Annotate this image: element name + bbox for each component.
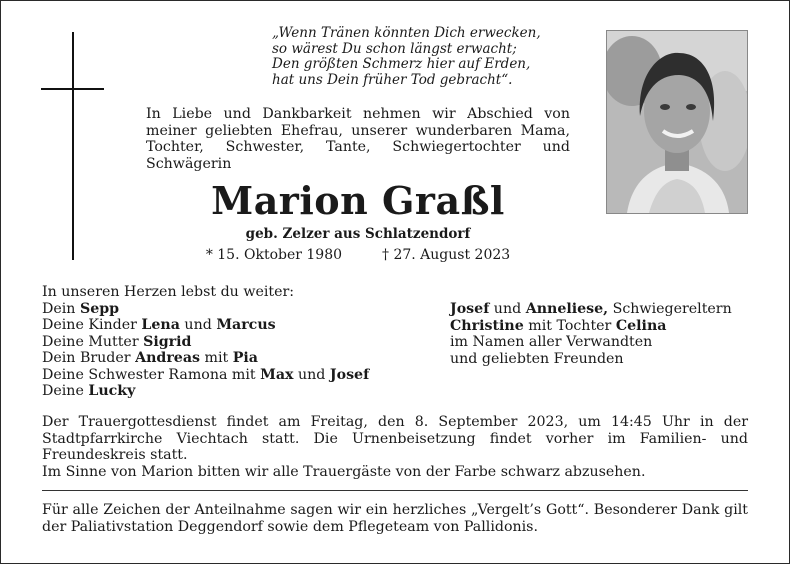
mourner-line: Dein Sepp xyxy=(42,300,120,317)
birth-name: geb. Zelzer aus Schlatzendorf xyxy=(245,226,471,242)
mourner-line: und geliebten Freunden xyxy=(450,350,624,367)
mourner-line: Christine mit Tochter Celina xyxy=(450,317,667,334)
birth-date: * 15. Oktober 1980 xyxy=(205,247,343,263)
poem-line: so wärest Du schon längst erwacht; xyxy=(272,40,517,57)
life-dates xyxy=(146,247,570,263)
cross-horizontal-bar xyxy=(41,88,104,90)
poem-line: hat uns Dein früher Tod gebracht“. xyxy=(272,71,513,88)
mourners-heading: In unseren Herzen lebst du weiter: xyxy=(42,284,295,300)
death-date: † 27. August 2023 xyxy=(382,247,511,263)
poem xyxy=(272,26,602,88)
service-text: Der Trauergottesdienst findet am Freitag, den 8. September 2023, um 14:45 Uhr in der Stadtpfarrkirche Viechtach statt. Die Urnenbeisetzung findet vorher im Familien- und Freundeskreis statt. xyxy=(42,414,748,463)
portrait-image xyxy=(607,31,747,213)
deceased-name: Marion Graßl xyxy=(211,178,505,223)
mourners-left xyxy=(42,284,442,400)
portrait-photo xyxy=(606,30,748,214)
mourner-line: im Namen aller Verwandten xyxy=(450,334,653,350)
poem-line: „Wenn Tränen könnten Dich erwecken, xyxy=(272,25,541,41)
mourners-right xyxy=(450,301,760,367)
intro-text: In Liebe und Dankbarkeit nehmen wir Abschied von meiner geliebten Ehefrau, unserer wunderbaren Mama, Tochter, Schwester, Tante, Schwiegertochter und Schwägerin xyxy=(146,106,570,172)
poem-line: Den größten Schmerz hier auf Erden, xyxy=(272,56,531,72)
mourner-line: Deine Kinder Lena und Marcus xyxy=(42,317,276,333)
service-info xyxy=(42,414,748,480)
mourner-line: Dein Bruder Andreas mit Pia xyxy=(42,350,258,366)
cross-vertical-bar xyxy=(72,32,74,260)
mourner-line: Josef und Anneliese, Schwiegereltern xyxy=(450,301,732,317)
dress-code-text: Im Sinne von Marion bitten wir alle Trauergäste von der Farbe schwarz abzusehen. xyxy=(42,463,646,480)
mourner-line: Deine Schwester Ramona mit Max und Josef xyxy=(42,366,370,383)
mourner-line: Deine Mutter Sigrid xyxy=(42,333,192,350)
mourner-line: Deine Lucky xyxy=(42,383,136,399)
thanks-text: Für alle Zeichen der Anteilnahme sagen wir ein herzliches „Vergelt’s Gott“. Besonderer Dank gilt der Paliativstation Deggendorf sowie dem Pflegeteam von Pallidonis. xyxy=(42,502,748,535)
divider xyxy=(42,490,748,491)
